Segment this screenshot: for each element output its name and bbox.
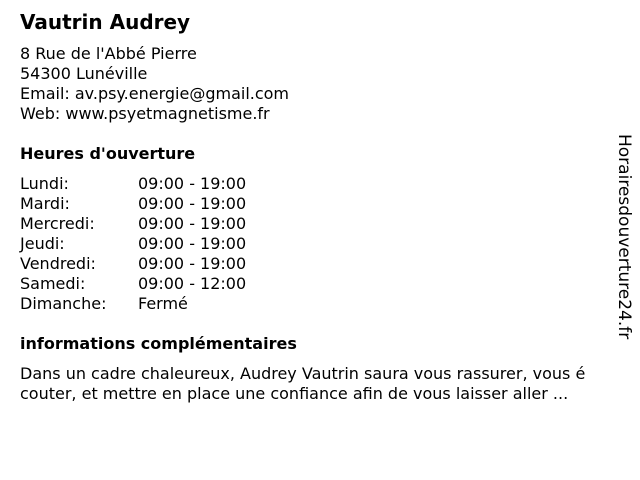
email-text: Email: av.psy.energie@gmail.com — [20, 84, 290, 103]
business-name: Vautrin Audrey — [20, 10, 191, 34]
hours-value: 09:00 - 19:00 — [138, 254, 247, 273]
address-street: 8 Rue de l'Abbé Pierre — [20, 44, 197, 63]
hours-value: 09:00 - 19:00 — [138, 234, 247, 253]
info-line: Dans un cadre chaleureux, Audrey Vautrin saura vous rassurer, vous é — [20, 364, 586, 383]
opening-hours-heading: Heures d'ouverture — [20, 144, 196, 163]
hours-value: 09:00 - 19:00 — [138, 194, 247, 213]
day-label: Mardi: — [20, 194, 70, 213]
info-heading: informations complémentaires — [20, 334, 297, 353]
day-label: Lundi: — [20, 174, 69, 193]
hours-value: 09:00 - 12:00 — [138, 274, 247, 293]
day-label: Jeudi: — [20, 234, 65, 253]
day-label: Samedi: — [20, 274, 86, 293]
website-text: Web: www.psyetmagnetisme.fr — [20, 104, 270, 123]
info-description — [20, 364, 585, 404]
contact-block — [20, 44, 289, 124]
info-line: couter, et mettre en place une confiance afin de vous laisser aller ... — [20, 384, 569, 403]
day-label: Dimanche: — [20, 294, 107, 313]
hours-value: 09:00 - 19:00 — [138, 174, 247, 193]
day-label: Mercredi: — [20, 214, 95, 233]
hours-value: 09:00 - 19:00 — [138, 214, 247, 233]
hours-value: Fermé — [138, 294, 188, 313]
day-label: Vendredi: — [20, 254, 96, 273]
address-city: 54300 Lunéville — [20, 64, 148, 83]
watermark-text: Horairesdouverture24.fr — [614, 134, 634, 340]
site-watermark — [614, 134, 636, 374]
